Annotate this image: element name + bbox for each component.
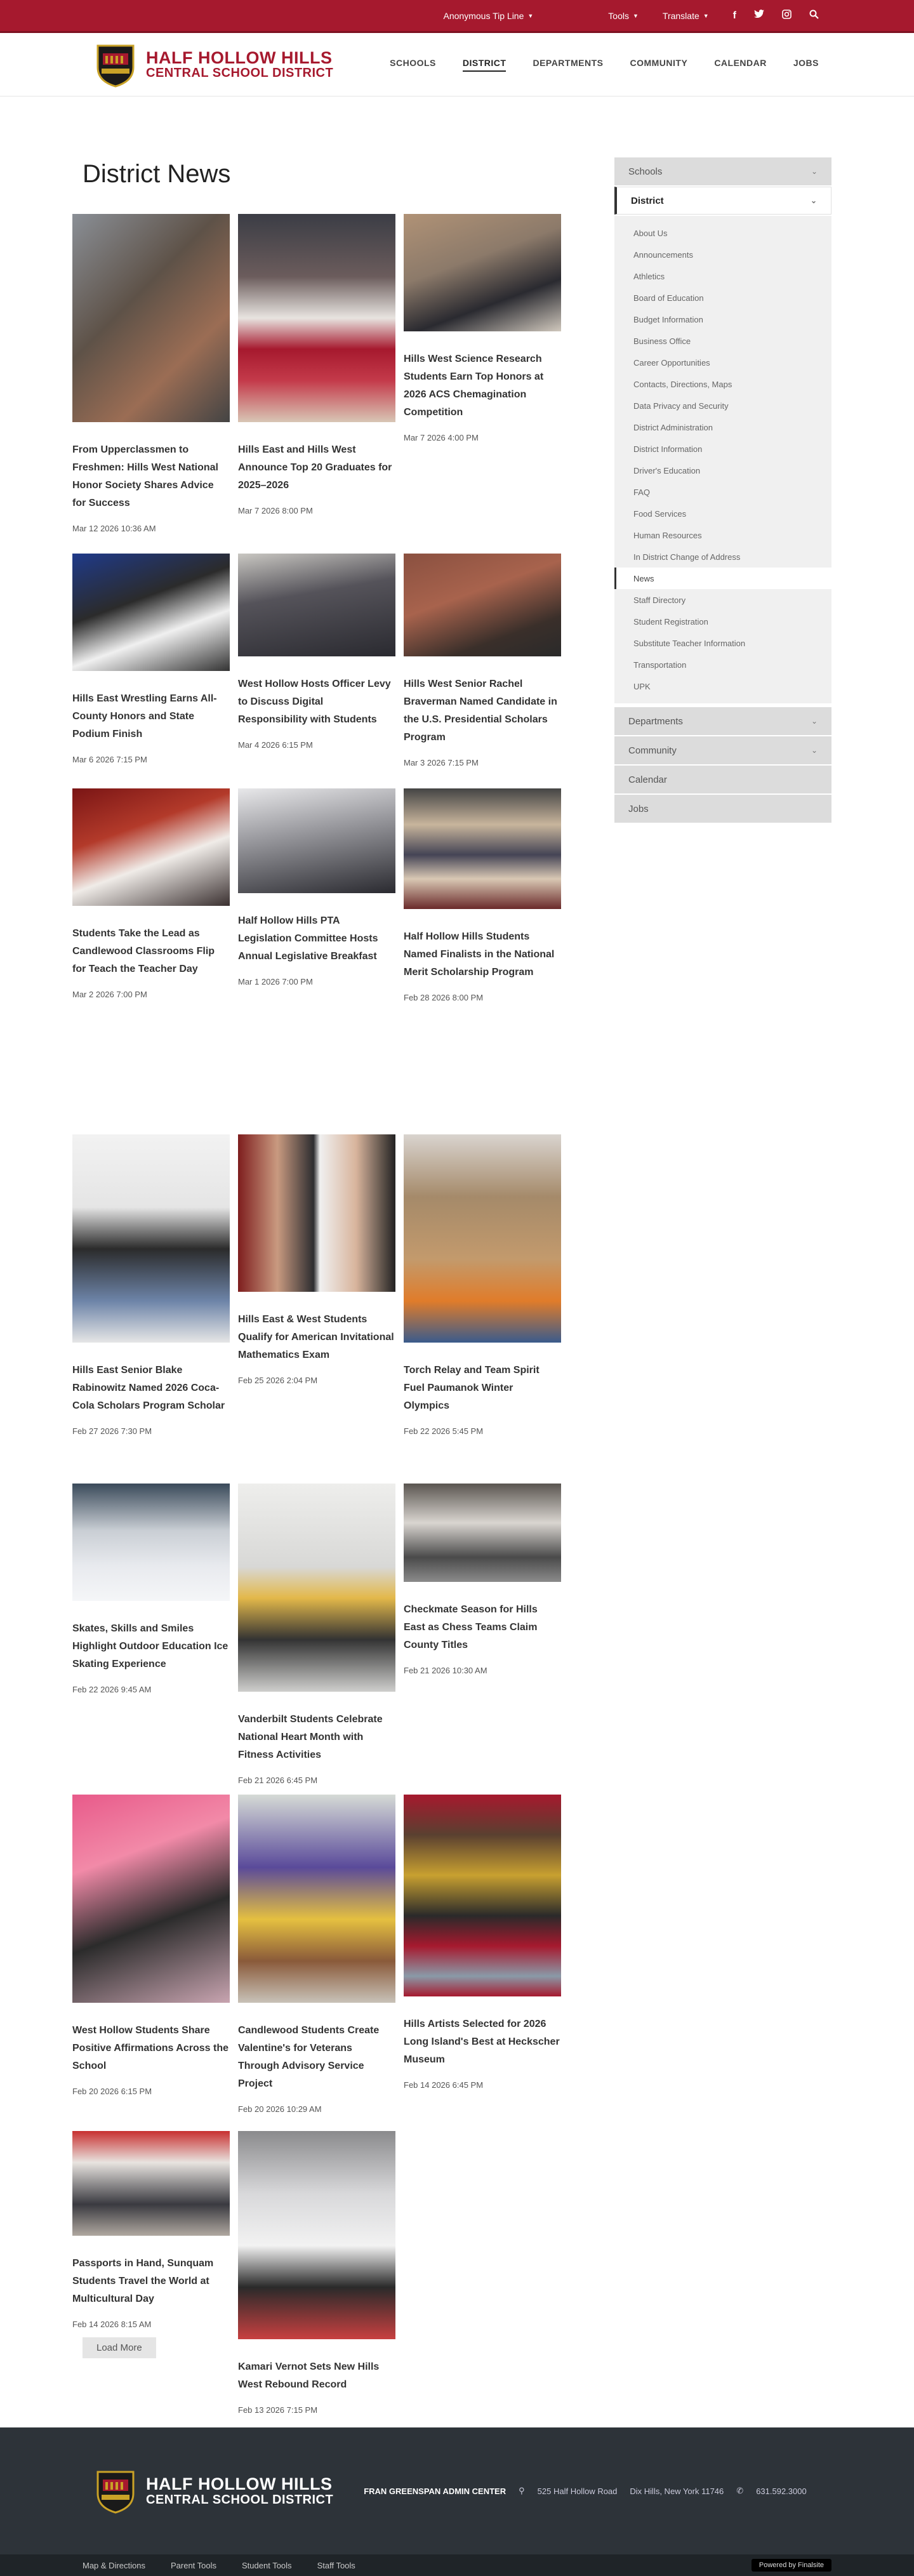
chevron-down-icon: ⌄ [811,746,818,755]
district-submenu [614,216,831,703]
twitter-icon[interactable] [754,10,764,22]
news-date: Feb 20 2026 10:29 AM [238,2104,322,2114]
news-card[interactable] [238,1134,395,1385]
instagram-icon[interactable] [782,10,791,22]
news-title[interactable]: From Upperclassmen to Freshmen: Hills West National Honor Society Shares Advice for Success [72,444,218,508]
sidebar-item-contacts[interactable]: Contacts, Directions, Maps [633,379,732,389]
news-image[interactable] [404,1795,561,1996]
utility-bar [0,0,914,33]
news-title[interactable]: West Hollow Students Share Positive Affirmations Across the School [72,2025,228,2071]
news-image[interactable] [72,554,230,671]
crest-icon [95,2468,136,2514]
news-image[interactable] [404,554,561,656]
news-title[interactable]: Hills West Science Research Students Earn Top Honors at 2026 ACS Chemagination Competition [404,354,544,418]
tip-line-link[interactable] [444,11,534,21]
news-image[interactable] [72,1134,230,1343]
news-title[interactable]: Hills East and Hills West Announce Top 20 Graduates for 2025–2026 [238,444,392,491]
news-image[interactable] [238,1795,395,2003]
nav-schools[interactable]: SCHOOLS [390,57,436,68]
news-date: Feb 25 2026 2:04 PM [238,1376,318,1385]
site-header [0,33,914,96]
news-card[interactable] [404,1484,561,1675]
news-title[interactable]: Hills East Senior Blake Rabinowitz Named 2026 Coca-Cola Scholars Program Scholar [72,1365,225,1411]
footer-link-student-tools[interactable]: Student Tools [242,2560,292,2570]
footer-logo-line2: CENTRAL SCHOOL DISTRICT [146,2492,334,2507]
sidebar-item-budget-information[interactable]: Budget Information [633,314,703,324]
news-date: Mar 4 2026 6:15 PM [238,740,313,750]
news-card[interactable] [238,2131,395,2415]
news-date: Mar 12 2026 10:36 AM [72,524,156,533]
site-footer [0,2427,914,2554]
news-title[interactable]: Candlewood Students Create Valentine's for Veterans Through Advisory Service Project [238,2025,380,2089]
tools-menu[interactable] [608,11,639,21]
news-card[interactable] [404,788,561,1002]
chevron-down-icon: ▼ [632,12,639,19]
news-card[interactable] [238,214,395,515]
translate-menu[interactable] [663,11,709,21]
news-image[interactable] [404,788,561,909]
chevron-down-icon: ▼ [527,12,534,19]
phone-number[interactable]: 631.592.3000 [756,2486,807,2496]
news-title[interactable]: Hills West Senior Rachel Braverman Named Candidate in the U.S. Presidential Scholars Program [404,679,557,743]
sidebar-label: Jobs [628,803,649,814]
sidebar-item-human-resources[interactable]: Human Resources [633,530,702,540]
news-date: Mar 1 2026 7:00 PM [238,977,313,986]
load-more-button[interactable]: Load More [83,2337,156,2358]
sub-footer [0,2554,914,2576]
search-icon[interactable] [809,10,819,22]
tip-line-label: Anonymous Tip Line [443,10,524,21]
news-image[interactable] [238,1484,395,1692]
main-nav [390,58,819,72]
news-date: Mar 3 2026 7:15 PM [404,758,479,767]
sidebar-nav [614,157,831,824]
map-pin-icon: ⚲ [519,2486,525,2495]
news-title[interactable]: Vanderbilt Students Celebrate National Heart Month with Fitness Activities [238,1714,383,1760]
page-title: District News [83,160,231,188]
main-content [0,96,914,2427]
news-card[interactable] [72,554,230,764]
news-card[interactable] [238,788,395,986]
sidebar-label: Departments [628,715,683,727]
news-image[interactable] [72,1484,230,1601]
phone-icon: ✆ [736,2486,744,2495]
sidebar-item-staff-directory[interactable]: Staff Directory [633,595,686,605]
news-title[interactable]: Students Take the Lead as Candlewood Classrooms Flip for Teach the Teacher Day [72,928,215,974]
news-date: Feb 14 2026 6:45 PM [404,2080,484,2090]
sidebar-item-career-opportunities[interactable]: Career Opportunities [633,357,710,368]
news-image[interactable] [238,2131,395,2339]
footer-link-map[interactable]: Map & Directions [83,2560,145,2570]
sidebar-item-district-information[interactable]: District Information [633,444,703,454]
crest-icon [95,42,136,88]
logo-line1: HALF HOLLOW HILLS [146,48,333,67]
news-title[interactable]: Skates, Skills and Smiles Highlight Outdoor Education Ice Skating Experience [72,1623,228,1670]
nav-calendar[interactable]: CALENDAR [714,57,767,68]
chevron-down-icon: ▼ [703,12,709,19]
news-date: Feb 14 2026 8:15 AM [72,2320,152,2329]
social-links [733,10,819,22]
news-image[interactable] [404,1134,561,1343]
sidebar-label: Community [628,745,677,756]
footer-logo[interactable] [95,2468,333,2514]
news-date: Feb 28 2026 8:00 PM [404,993,484,1002]
address-line2[interactable]: Dix Hills, New York 11746 [630,2486,724,2496]
sidebar-label: Calendar [628,774,667,785]
news-title[interactable]: Kamari Vernot Sets New Hills West Rebound Record [238,2361,380,2390]
sidebar-item-transportation[interactable]: Transportation [633,660,687,670]
sidebar-label: District [631,195,664,206]
news-date: Feb 20 2026 6:15 PM [72,2087,152,2096]
sidebar-jobs[interactable] [614,795,831,823]
sidebar-district[interactable] [614,187,831,215]
news-card[interactable] [72,1134,230,1436]
news-title[interactable]: West Hollow Hosts Officer Levy to Discuss Digital Responsibility with Students [238,679,391,725]
news-image[interactable] [238,554,395,656]
news-card[interactable] [238,1484,395,1785]
news-title[interactable]: Passports in Hand, Sunquam Students Travel the World at Multicultural Day [72,2258,214,2304]
chevron-down-icon: ⌄ [811,167,818,176]
news-image[interactable] [404,214,561,331]
news-date: Feb 22 2026 5:45 PM [404,1426,484,1436]
news-card[interactable] [404,1134,561,1436]
nav-district[interactable]: DISTRICT [463,58,507,72]
news-date: Mar 6 2026 7:15 PM [72,755,147,764]
news-title[interactable]: Torch Relay and Team Spirit Fuel Paumanok Winter Olympics [404,1365,540,1411]
nav-jobs[interactable]: JOBS [793,57,819,68]
footer-contact [364,2486,807,2496]
sidebar-item-upk[interactable]: UPK [633,681,651,691]
sidebar-item-news[interactable]: News [614,568,831,589]
news-title[interactable]: Half Hollow Hills Students Named Finalists in the National Merit Scholarship Program [404,931,555,978]
news-card[interactable] [72,214,230,533]
sidebar-community[interactable] [614,736,831,764]
sidebar-label: Schools [628,166,663,177]
news-date: Mar 7 2026 4:00 PM [404,433,479,442]
sidebar-item-district-administration[interactable]: District Administration [633,422,713,432]
news-card[interactable] [72,2131,230,2329]
news-card[interactable] [404,554,561,767]
news-title[interactable]: Hills East & West Students Qualify for American Invitational Mathematics Exam [238,1314,394,1360]
news-card[interactable] [72,1795,230,2096]
news-image[interactable] [404,1484,561,1582]
footer-logo-line1: HALF HOLLOW HILLS [146,2474,333,2494]
chevron-down-icon: ⌄ [811,717,818,726]
footer-link-parent-tools[interactable]: Parent Tools [170,2560,217,2570]
news-date: Feb 21 2026 6:45 PM [238,1776,318,1785]
sidebar-item-data-privacy[interactable]: Data Privacy and Security [633,401,729,411]
nav-departments[interactable]: DEPARTMENTS [533,57,604,68]
news-card[interactable] [72,788,230,999]
sidebar-item-business-office[interactable]: Business Office [633,336,691,346]
news-card[interactable] [238,1795,395,2114]
news-title[interactable]: Hills East Wrestling Earns All-County Honors and State Podium Finish [72,693,217,740]
tools-label: Tools [608,10,629,21]
translate-label: Translate [662,10,699,21]
sidebar-item-about-us[interactable]: About Us [633,228,668,238]
news-date: Mar 7 2026 8:00 PM [238,506,313,515]
powered-by-badge[interactable]: Powered by Finalsite [752,2559,831,2572]
news-date: Feb 27 2026 7:30 PM [72,1426,152,1436]
news-image[interactable] [238,788,395,893]
sidebar-item-faq[interactable]: FAQ [633,487,651,497]
facebook-icon[interactable]: f [732,10,736,21]
news-image[interactable] [72,788,230,906]
sidebar-item-food-services[interactable]: Food Services [633,508,687,519]
sidebar-schools[interactable] [614,157,831,185]
footer-link-staff-tools[interactable]: Staff Tools [317,2560,355,2570]
sidebar-calendar[interactable] [614,766,831,793]
sidebar-item-announcements[interactable]: Announcements [633,249,693,260]
sidebar-item-student-registration[interactable]: Student Registration [633,616,708,627]
news-card[interactable] [72,1484,230,1694]
news-title[interactable]: Half Hollow Hills PTA Legislation Committee Hosts Annual Legislative Breakfast [238,915,378,962]
sidebar-item-athletics[interactable]: Athletics [633,271,665,281]
sidebar-item-board-of-education[interactable]: Board of Education [633,293,704,303]
logo-line2: CENTRAL SCHOOL DISTRICT [146,66,334,81]
news-date: Feb 22 2026 9:45 AM [72,1685,152,1694]
sidebar-item-change-of-address[interactable]: In District Change of Address [633,552,741,562]
news-card[interactable] [404,214,561,442]
news-date: Mar 2 2026 7:00 PM [72,990,147,999]
news-image[interactable] [72,214,230,422]
sidebar-departments[interactable] [614,707,831,735]
sidebar-item-drivers-education[interactable]: Driver's Education [633,465,701,475]
news-image[interactable] [72,1795,230,2003]
news-image[interactable] [238,1134,395,1292]
news-title[interactable]: Hills Artists Selected for 2026 Long Island's Best at Heckscher Museum [404,2019,560,2065]
news-date: Feb 13 2026 7:15 PM [238,2405,318,2415]
admin-center-name: FRAN GREENSPAN ADMIN CENTER [364,2486,507,2496]
news-title[interactable]: Checkmate Season for Hills East as Chess Teams Claim County Titles [404,1604,538,1650]
news-image[interactable] [72,2131,230,2236]
chevron-down-icon: ⌄ [810,196,817,205]
news-image[interactable] [238,214,395,422]
nav-community[interactable]: COMMUNITY [630,57,688,68]
news-date: Feb 21 2026 10:30 AM [404,1666,487,1675]
news-card[interactable] [404,1795,561,2090]
news-card[interactable] [238,554,395,750]
sidebar-item-substitute-teacher[interactable]: Substitute Teacher Information [633,638,746,648]
district-logo[interactable] [95,42,333,88]
address-line1[interactable]: 525 Half Hollow Road [537,2486,618,2496]
